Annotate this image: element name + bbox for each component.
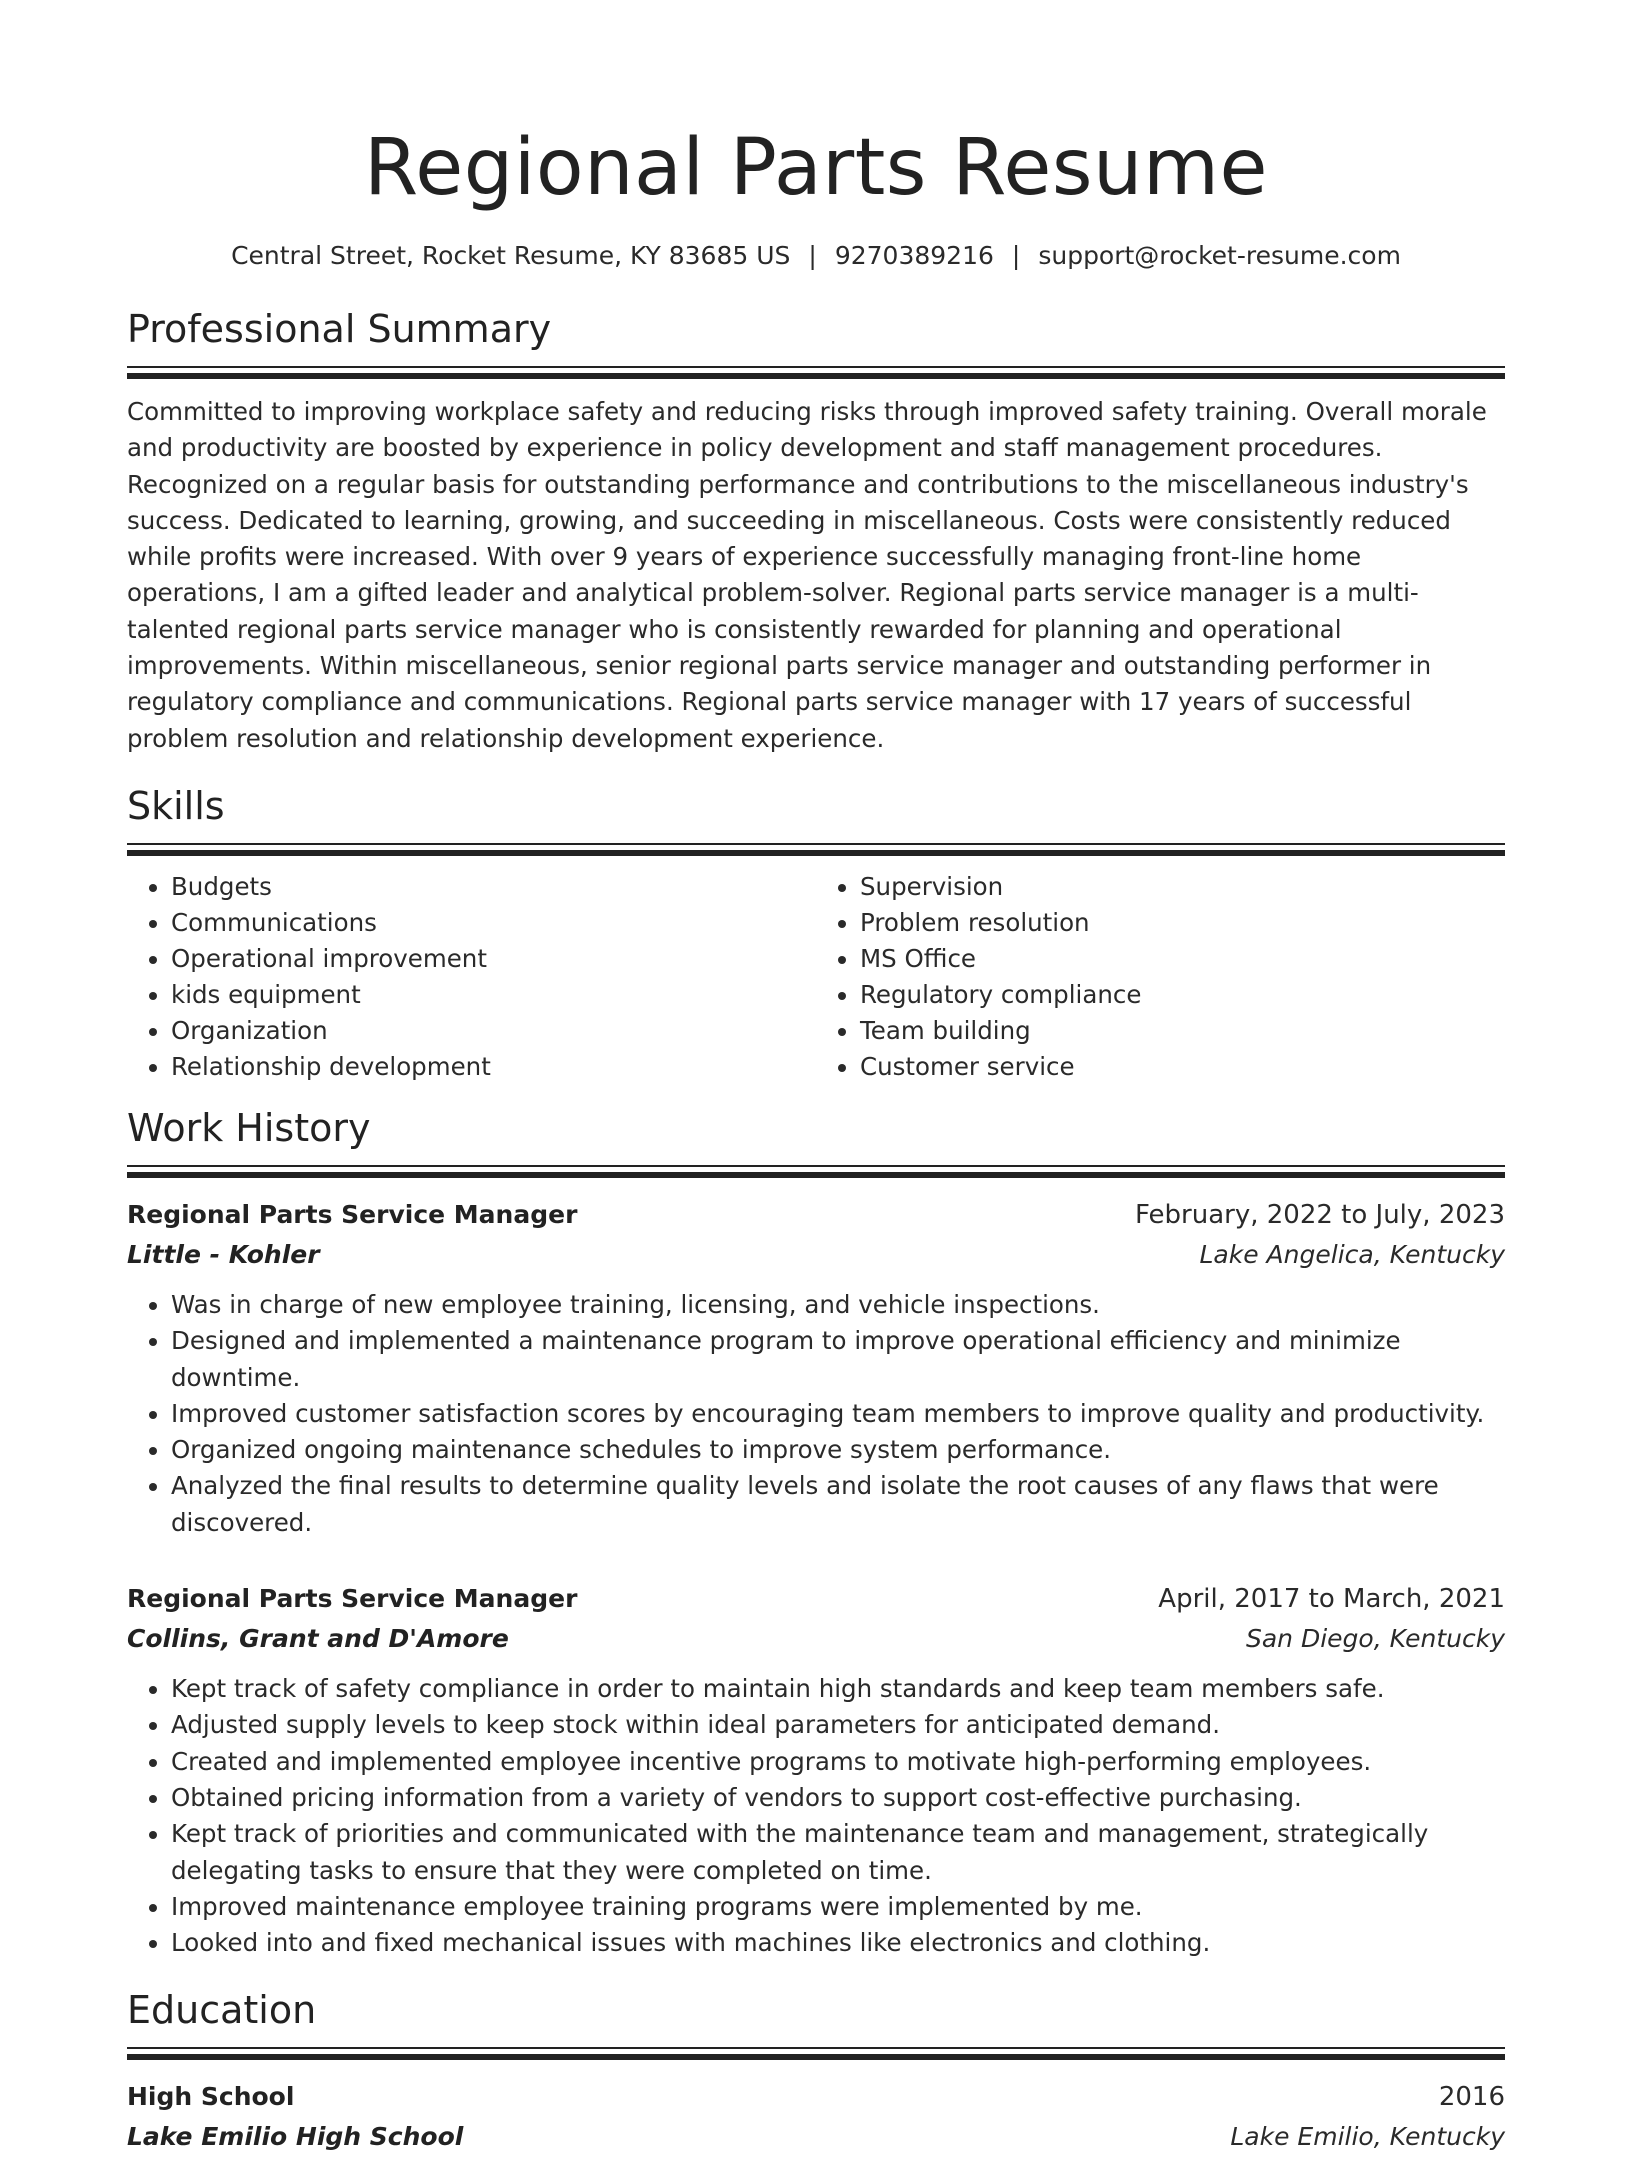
summary-heading: Professional Summary (127, 307, 552, 351)
job-entry (127, 1195, 1505, 1541)
skill-item: • Communications (171, 905, 816, 941)
skill-item: • Operational improvement (171, 941, 816, 977)
contact-line (127, 240, 1505, 272)
skill-item: • Regulatory compliance (860, 977, 1505, 1013)
summary-section (127, 306, 1505, 757)
job-entry (127, 1579, 1505, 1961)
job-subheader-row (127, 1619, 1505, 1659)
education-heading: Education (127, 1988, 317, 2033)
contact-separator: | (1011, 241, 1021, 270)
job-location: San Diego, Kentucky (1245, 1624, 1505, 1654)
skills-heading: Skills (127, 783, 225, 828)
education-entry (127, 2077, 1505, 2157)
contact-email[interactable]: support@rocket-resume.com (1038, 241, 1401, 270)
job-company: Little - Kohler (127, 1239, 320, 1269)
resume-title: Regional Parts Resume (364, 123, 1268, 213)
section-divider (127, 366, 1505, 378)
education-section (127, 1987, 1505, 2157)
education-header-row (127, 2077, 1505, 2117)
job-bullet: • Designed and implemented a maintenance program to improve operational efficiency and minimize downtime. (171, 1323, 1505, 1396)
summary-text: Committed to improving workplace safety and reducing risks through improved safety training. Overall morale and productivity are boosted by experience in policy development and staff management procedures. Recognized on a regular basis for outstanding performance and contributions to the miscellaneous industry's success. Dedicated to learning, growing, and succeeding in miscellaneous. Costs were consistently reduced while profits were increased. With over 9 years of experience successfully managing front-line home operations, I am a gifted leader and analytical problem-solver. Regional parts service manager is a multi-talented regional parts service manager who is consistently rewarded for planning and operational improvements. Within miscellaneous, senior regional parts service manager and outstanding performer in regulatory compliance and communications. Regional parts service manager with 17 years of successful problem resolution and relationship development experience. (127, 397, 1487, 753)
skill-item: • Team building (860, 1013, 1505, 1049)
contact-separator: | (808, 241, 817, 270)
skill-item: • MS Office (860, 941, 1505, 977)
section-divider (127, 843, 1505, 855)
contact-phone: 9270389216 (834, 241, 994, 270)
job-bullet: • Organized ongoing maintenance schedules to improve system performance. (171, 1432, 1505, 1468)
job-bullet: • Adjusted supply levels to keep stock within ideal parameters for anticipated demand. (171, 1707, 1505, 1743)
job-dates: February, 2022 to July, 2023 (1135, 1199, 1505, 1230)
section-divider (127, 1165, 1505, 1177)
job-bullet: • Improved customer satisfaction scores by encouraging team members to improve quality and productivity. (171, 1396, 1505, 1432)
education-location: Lake Emilio, Kentucky (1230, 2122, 1505, 2152)
skills-list-right (816, 869, 1505, 1085)
job-bullet: • Improved maintenance employee training programs were implemented by me. (171, 1889, 1505, 1925)
job-location: Lake Angelica, Kentucky (1199, 1239, 1505, 1269)
job-bullet: • Obtained pricing information from a variety of vendors to support cost-effective purchasing. (171, 1780, 1505, 1816)
job-bullet: • Kept track of safety compliance in order to maintain high standards and keep team members safe. (171, 1671, 1505, 1707)
skill-item: • Organization (171, 1013, 816, 1049)
work-history-section (127, 1105, 1505, 1961)
job-subheader-row (127, 1235, 1505, 1275)
education-year: 2016 (1438, 2082, 1505, 2113)
education-school: Lake Emilio High School (127, 2122, 464, 2152)
job-bullet: • Was in charge of new employee training, licensing, and vehicle inspections. (171, 1287, 1505, 1323)
contact-address: Central Street, Rocket Resume, KY 83685 US (231, 241, 791, 270)
job-header-row (127, 1579, 1505, 1619)
job-bullet: • Looked into and fixed mechanical issues with machines like electronics and clothing. (171, 1925, 1505, 1961)
skill-item: • Relationship development (171, 1049, 816, 1085)
skill-item: • Budgets (171, 869, 816, 905)
job-bullet-list (127, 1671, 1505, 1961)
skill-item: • Supervision (860, 869, 1505, 905)
education-degree: High School (127, 2082, 295, 2112)
job-bullet: • Kept track of priorities and communicated with the maintenance team and management, strategically delegating tasks to ensure that they were completed on time. (171, 1816, 1505, 1889)
job-bullet: • Created and implemented employee incentive programs to motivate high-performing employees. (171, 1744, 1505, 1780)
job-bullet-list (127, 1287, 1505, 1541)
job-header-row (127, 1195, 1505, 1235)
job-company: Collins, Grant and D'Amore (127, 1624, 509, 1654)
job-bullet: • Analyzed the final results to determine quality levels and isolate the root causes of any flaws that were discovered. (171, 1468, 1505, 1541)
skill-item: • Problem resolution (860, 905, 1505, 941)
skill-item: • Customer service (860, 1049, 1505, 1085)
work-history-heading: Work History (127, 1105, 371, 1150)
section-divider (127, 2047, 1505, 2059)
skills-list-left (127, 869, 816, 1085)
job-title: Regional Parts Service Manager (127, 1584, 578, 1614)
skills-section (127, 783, 1505, 1085)
skills-columns (127, 869, 1505, 1085)
education-subheader-row (127, 2117, 1505, 2157)
job-dates: April, 2017 to March, 2021 (1158, 1584, 1505, 1615)
skill-item: • kids equipment (171, 977, 816, 1013)
job-title: Regional Parts Service Manager (127, 1199, 578, 1229)
